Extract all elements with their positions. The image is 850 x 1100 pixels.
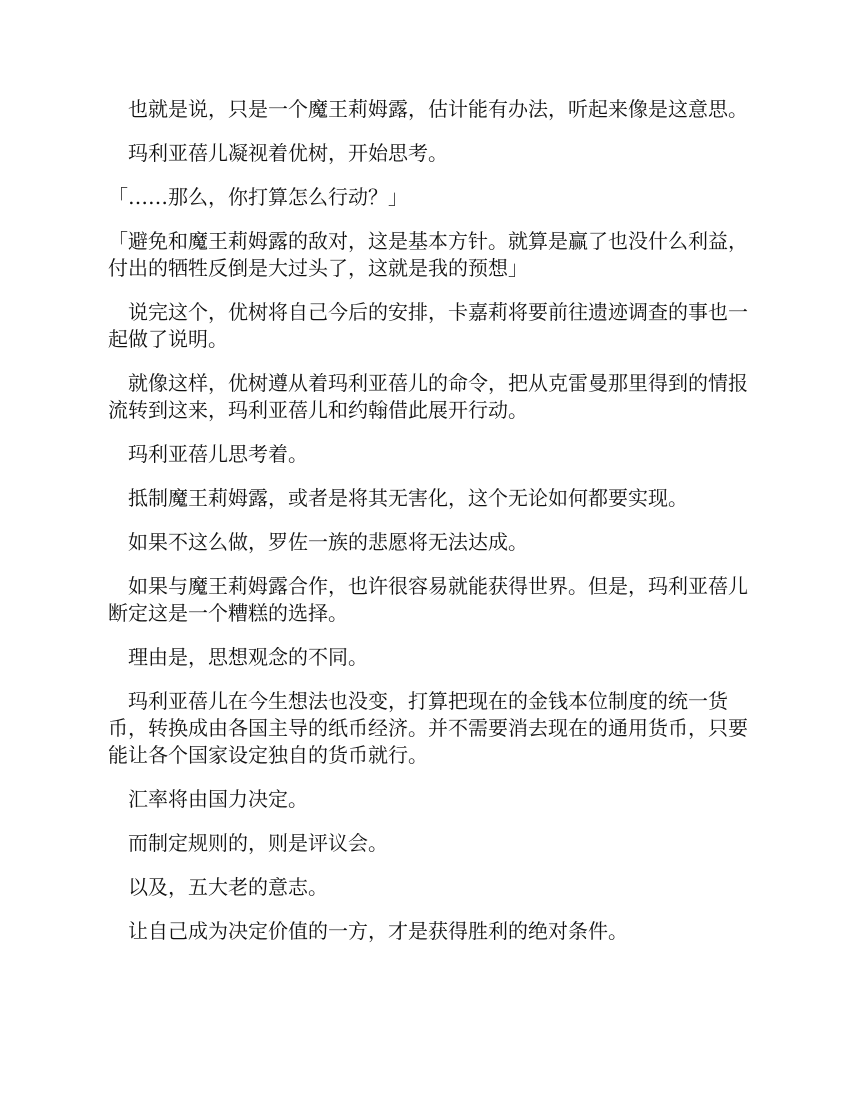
- paragraph: 让自己成为决定价值的一方，才是获得胜利的绝对条件。: [108, 919, 628, 943]
- paragraph: 如果与魔王莉姆露合作，也许很容易就能获得世界。但是，玛利亚蓓儿断定这是一个糟糕的选择。: [108, 574, 748, 625]
- paragraph: 就像这样，优树遵从着玛利亚蓓儿的命令，把从克雷曼那里得到的情报流转到这来，玛利亚蓓儿和约翰借此展开行动。: [108, 371, 748, 422]
- paragraph: 而制定规则的，则是评议会。: [108, 831, 388, 855]
- paragraph: 如果不这么做，罗佐一族的悲愿将无法达成。: [108, 530, 528, 554]
- paragraph: 理由是，思想观念的不同。: [108, 645, 368, 669]
- paragraph: 玛利亚蓓儿思考着。: [108, 442, 308, 466]
- paragraph: 说完这个，优树将自己今后的安排，卡嘉莉将要前往遗迹调查的事也一起做了说明。: [108, 300, 748, 351]
- paragraph: 「……那么，你打算怎么行动？」: [108, 185, 408, 209]
- paragraph: 以及，五大老的意志。: [108, 875, 328, 899]
- document-body: [108, 96, 748, 962]
- paragraph: 也就是说，只是一个魔王莉姆露，估计能有办法，听起来像是这意思。: [108, 97, 748, 121]
- paragraph: 玛利亚蓓儿凝视着优树，开始思考。: [108, 141, 448, 165]
- paragraph: 「避免和魔王莉姆露的敌对，这是基本方针。就算是赢了也没什么利益，付出的牺牲反倒是大过头了，这就是我的预想」: [108, 229, 748, 280]
- paragraph: 汇率将由国力决定。: [108, 787, 308, 811]
- paragraph: 抵制魔王莉姆露，或者是将其无害化，这个无论如何都要实现。: [108, 486, 688, 510]
- paragraph: 玛利亚蓓儿在今生想法也没变，打算把现在的金钱本位制度的统一货币，转换成由各国主导的纸币经济。并不需要消去现在的通用货币，只要能让各个国家设定独自的货币就行。: [108, 689, 748, 767]
